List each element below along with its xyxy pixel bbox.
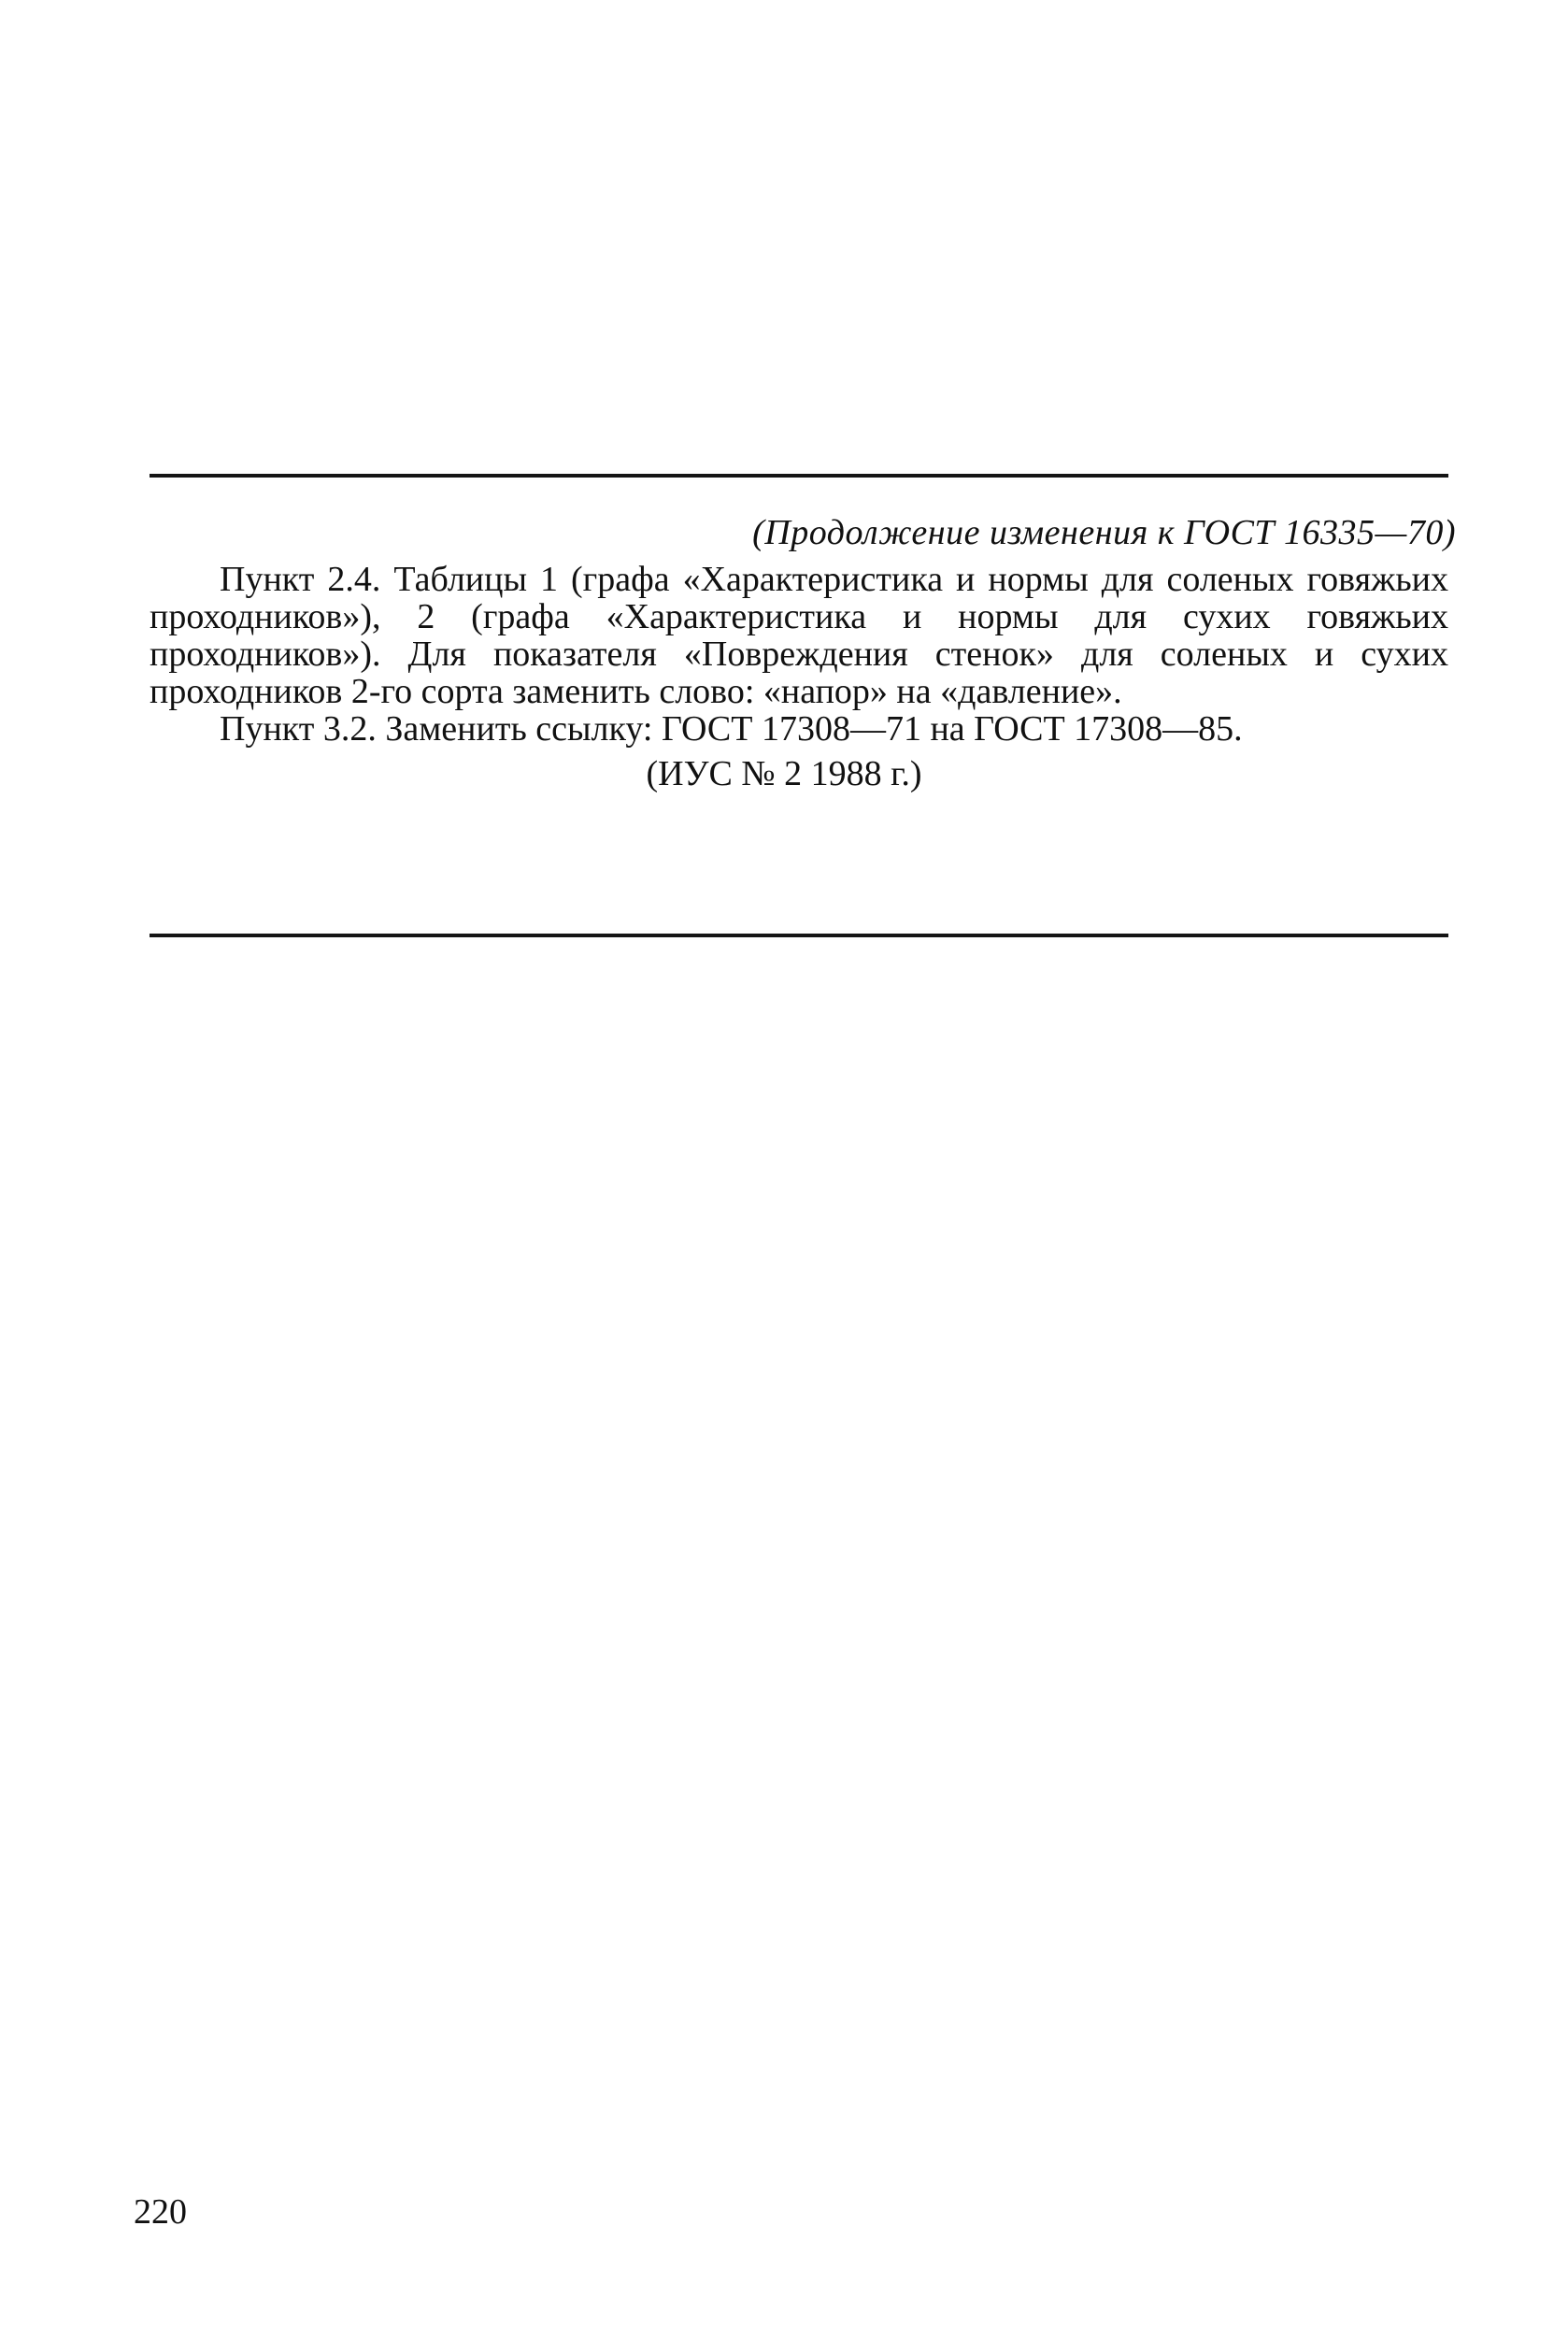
paragraph-item-3-2: Пункт 3.2. Заменить ссылку: ГОСТ 17308—71 на ГОСТ 17308—85.	[220, 709, 1243, 749]
page-number: 220	[134, 2192, 187, 2232]
source-note: (ИУС № 2 1988 г.)	[646, 754, 922, 793]
top-rule	[150, 474, 1448, 478]
continuation-header: (Продолжение изменения к ГОСТ 16335—70)	[752, 513, 1456, 552]
bottom-rule	[150, 934, 1448, 937]
paragraph-item-2-4: Пункт 2.4. Таблицы 1 (графа «Характеристика и нормы для соленых говяжьих проходников»), 2 (графа «Характеристика и нормы для сухих говяжьих проходников»). Для показателя «Повреждения стенок» для соленых и сухих проходников 2-го сорта заменить слово: «напор» на «давление».	[150, 560, 1448, 711]
amendment-text	[150, 561, 1448, 748]
